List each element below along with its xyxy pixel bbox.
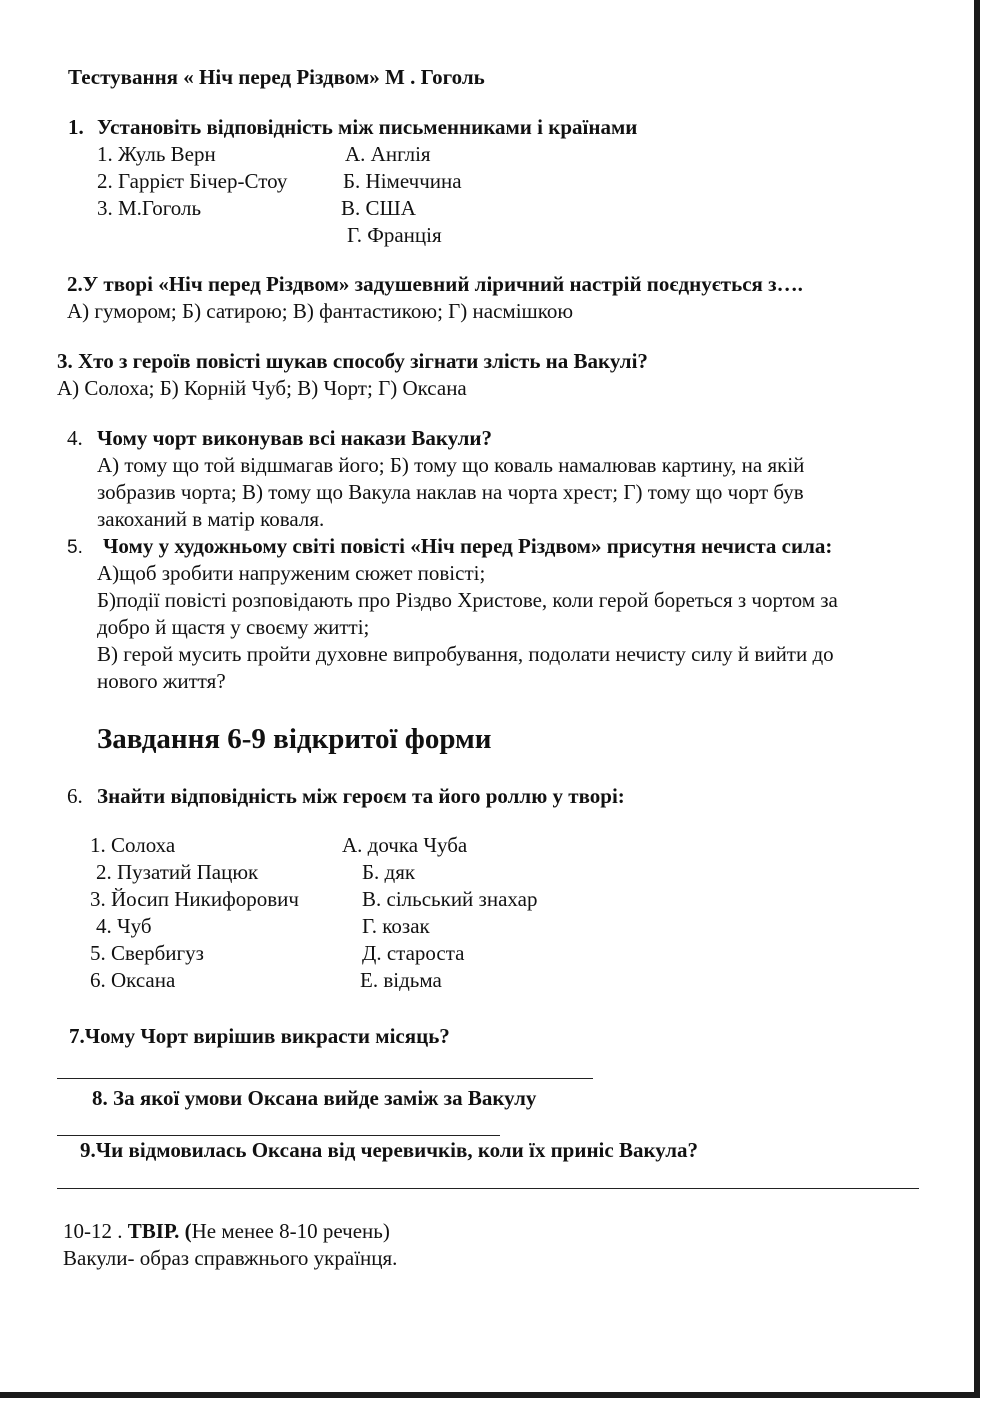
q9-question: 9.Чи відмовилась Оксана від черевичків, коли їх приніс Вакула? xyxy=(80,1138,699,1162)
q3-question: 3. Хто з героїв повісті шукав способу зігнати злість на Вакулі? xyxy=(57,349,648,373)
q6-right-item: Г. козак xyxy=(362,914,430,938)
q1-left-item: 1. Жуль Верн xyxy=(97,142,216,166)
essay-requirement: Не менее 8-10 речень) xyxy=(191,1219,390,1243)
q6-right-item: В. сільський знахар xyxy=(362,887,538,911)
q7-question: 7.Чому Чорт вирішив викрасти місяць? xyxy=(69,1024,450,1048)
essay-topic: Вакули- образ справжнього українця. xyxy=(63,1246,398,1270)
q6-left-item: 6. Оксана xyxy=(90,968,176,992)
q4-number: 4. xyxy=(67,426,83,450)
q6-right-item: Д. староста xyxy=(362,941,465,965)
q6-right-item: Е. відьма xyxy=(360,968,442,992)
q6-left-item: 2. Пузатий Пацюк xyxy=(96,860,259,884)
section-heading: Завдання 6-9 відкритої форми xyxy=(97,723,492,755)
q4-answer-line: А) тому що той відшмагав його; Б) тому що коваль намалював картину, на якій xyxy=(97,453,805,477)
q1-number: 1. xyxy=(68,115,84,139)
q1-left-item: 3. М.Гоголь xyxy=(97,196,202,220)
q5-answer-line: А)щоб зробити напруженим сюжет повісті; xyxy=(97,561,486,585)
q6-question: Знайти відповідність між героєм та його роллю у творі: xyxy=(97,784,625,808)
essay-label: ТВІР. ( xyxy=(127,1219,192,1243)
q4-answer-line: зобразив чорта; В) тому що Вакула наклав на чорта хрест; Г) тому що чорт був xyxy=(97,480,804,504)
q4-answer-line: закоханий в матір коваля. xyxy=(97,507,325,531)
q2-answers: А) гумором; Б) сатирою; В) фантастикою; Г) насмішкою xyxy=(67,299,574,323)
q9-answer-line[interactable] xyxy=(57,1188,919,1189)
q6-right-item: Б. дяк xyxy=(362,860,416,884)
q6-number: 6. xyxy=(67,784,83,808)
q6-left-item: 3. Йосип Никифорович xyxy=(90,887,299,911)
page-title: Тестування « Ніч перед Різдвом» М . Гоголь xyxy=(68,65,485,89)
q6-left-item: 5. Свербигуз xyxy=(90,941,204,965)
q1-question: Установіть відповідність між письменниками і країнами xyxy=(97,115,638,139)
essay-task xyxy=(63,1218,390,1245)
q5-answer-line: В) герой мусить пройти духовне випробування, подолати нечисту силу й вийти до xyxy=(97,642,834,666)
q5-question: Чому у художньому світі повісті «Ніч перед Різдвом» присутня нечиста сила: xyxy=(103,534,833,558)
q1-right-item: Г. Франція xyxy=(347,223,442,247)
q1-right-item: Б. Німеччина xyxy=(343,169,462,193)
q1-left-item: 2. Гаррієт Бічер-Стоу xyxy=(97,169,288,193)
essay-number: 10-12 . xyxy=(63,1219,123,1243)
q6-left-item: 4. Чуб xyxy=(96,914,152,938)
q5-number: 5. xyxy=(67,537,83,558)
q4-question: Чому чорт виконував всі накази Вакули? xyxy=(97,426,493,450)
q8-answer-line[interactable] xyxy=(57,1135,500,1136)
q1-right-item: А. Англія xyxy=(345,142,431,166)
q2-question: 2.У творі «Ніч перед Різдвом» задушевний ліричний настрій поєднується з…. xyxy=(67,272,803,296)
q6-left-item: 1. Солоха xyxy=(90,833,176,857)
q6-right-item: А. дочка Чуба xyxy=(342,833,468,857)
q3-answers: А) Солоха; Б) Корній Чуб; В) Чорт; Г) Оксана xyxy=(57,376,467,400)
q1-right-item: В. США xyxy=(341,196,416,220)
q5-answer-line: Б)події повісті розповідають про Різдво Христове, коли герой бореться з чортом за xyxy=(97,588,838,612)
q7-answer-line[interactable] xyxy=(57,1078,593,1079)
q5-answer-line: нового життя? xyxy=(97,669,226,693)
q5-answer-line: добро й щастя у своєму житті; xyxy=(97,615,370,639)
q8-question: 8. За якої умови Оксана вийде заміж за Вакулу xyxy=(92,1086,537,1110)
